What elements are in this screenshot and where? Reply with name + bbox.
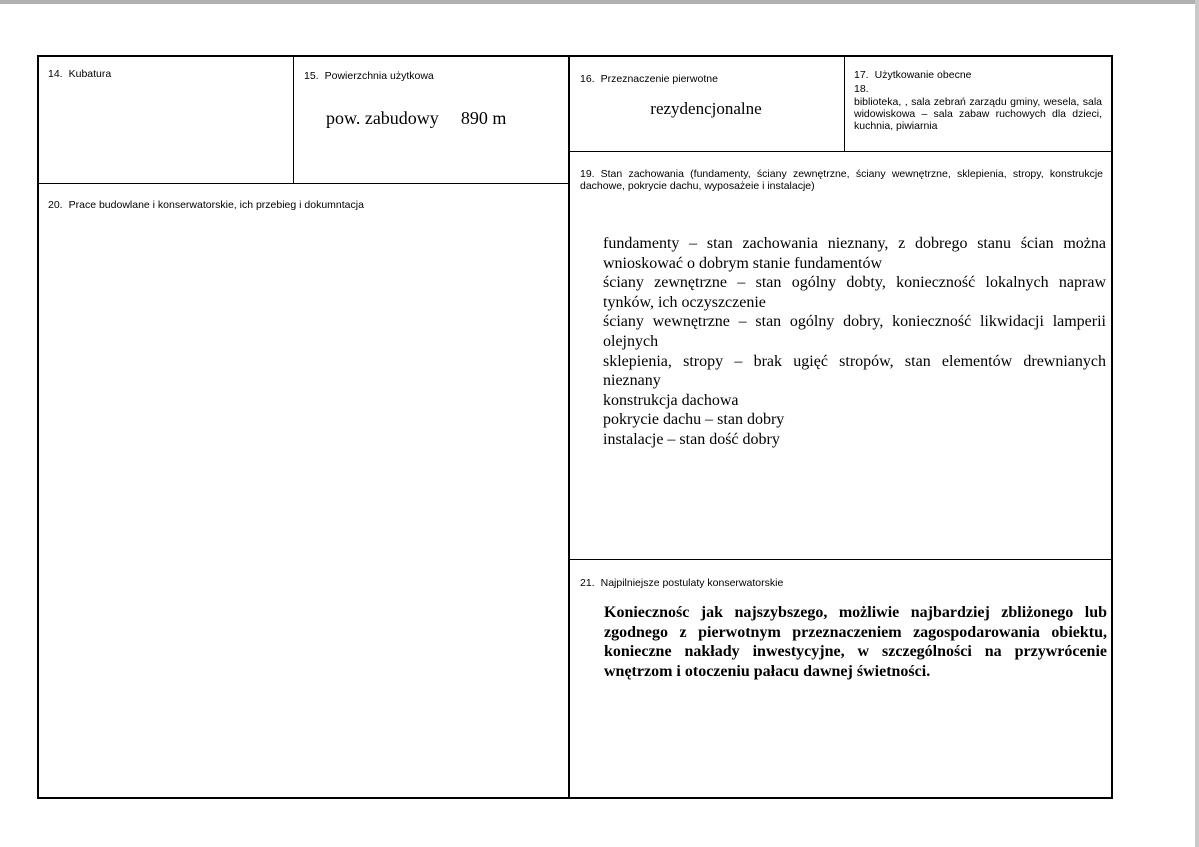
field-15-value	[326, 108, 506, 129]
condition-line: fundamenty – stan zachowania nieznany, z dobrego stanu ścian można wnioskować o dobrym stanie fundamentów	[603, 235, 1106, 272]
field-21-label	[580, 577, 783, 589]
field-19-label	[580, 168, 1103, 192]
condition-line: sklepienia, stropy – brak ugięć stropów, stan elementów drewnianych nieznany	[603, 352, 1106, 390]
field-title: Najpilniejsze postulaty konserwatorskie	[600, 577, 784, 589]
scan-top-edge	[0, 0, 1199, 4]
condition-line: ściany zewnętrzne – stan ogólny dobty, konieczność lokalnych napraw tynków, ich oczyszczenie	[603, 274, 1106, 311]
area-type: pow. zabudowy	[326, 108, 439, 128]
frame-right	[1111, 55, 1113, 799]
field-title: Stan zachowania (fundamenty, ściany zewnętrzne, ściany wewnętrzne, sklepienia, stropy, konstrukcje dachowe, pokrycie dachu, wyposażeie i instalacje)	[580, 168, 1103, 192]
divider-v-main	[568, 55, 570, 799]
field-number: 16.	[580, 73, 595, 85]
frame-bottom	[37, 797, 1113, 799]
area-value: 890 m	[460, 108, 507, 128]
field-16-label	[580, 73, 718, 85]
scan-right-edge	[1195, 0, 1199, 847]
divider-v-14-15	[293, 55, 294, 184]
field-20-label	[48, 199, 364, 211]
condition-line: instalacje – stan dość dobry	[603, 430, 780, 448]
field-19-value	[603, 234, 1106, 450]
field-title: Powierzchnia użytkowa	[324, 70, 434, 82]
field-21-value: Koniecznośc jak najszybszego, możliwie najbardziej zbliżonego lub zgodnego z pierwotnym przeznaczeniem zagospodarowania obiektu, konieczne nakłady inwestycyjne, w szczególności na przywrócenie wnętrzom i otoczeniu pałacu dawnej świetności.	[604, 604, 1107, 680]
divider-v-16-17	[844, 55, 845, 152]
field-title: Użytkowanie obecne	[874, 69, 972, 81]
field-15-label	[304, 70, 434, 82]
field-16-value: rezydencjonalne	[650, 99, 762, 118]
condition-line: ściany wewnętrzne – stan ogólny dobry, konieczność likwidacji lamperii olejnych	[603, 313, 1106, 350]
divider-h-right-mid	[568, 559, 1113, 560]
field-number: 14.	[48, 68, 63, 80]
frame-top	[37, 55, 1113, 57]
condition-line: konstrukcja dachowa	[603, 391, 739, 409]
frame-left	[37, 55, 39, 799]
field-18-number: 18.	[854, 83, 869, 95]
field-title: Prace budowlane i konserwatorskie, ich przebieg i dokumntacja	[68, 199, 364, 211]
field-14-label	[48, 68, 111, 80]
field-number: 21.	[580, 577, 595, 589]
field-number: 20.	[48, 199, 63, 211]
divider-h-left	[37, 183, 570, 184]
field-number: 19.	[580, 168, 595, 180]
field-title: Przeznaczenie pierwotne	[600, 73, 718, 85]
field-title: Kubatura	[68, 68, 112, 80]
field-17-value: biblioteka, , sala zebrań zarządu gminy, wesela, sala widowiskowa – sala zabaw ruchowych dla dzieci, kuchnia, piwiarnia	[854, 96, 1102, 132]
divider-h-right-top	[568, 151, 1113, 152]
field-number: 17.	[854, 69, 869, 81]
condition-line: pokrycie dachu – stan dobry	[603, 411, 785, 429]
field-17-label	[854, 69, 972, 81]
field-number: 15.	[304, 70, 319, 82]
